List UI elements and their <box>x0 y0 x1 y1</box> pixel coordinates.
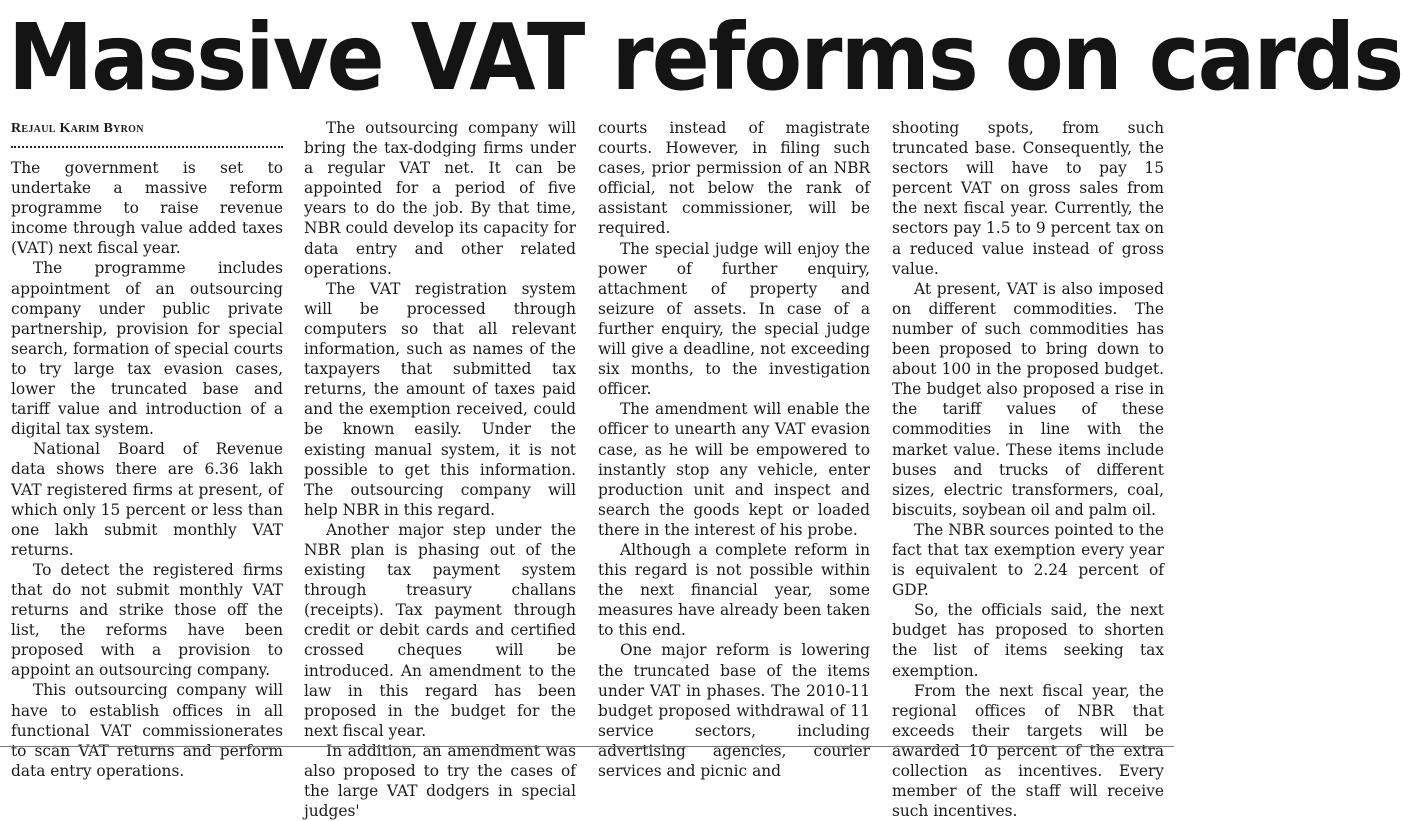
paragraph: This outsourcing company will have to establish offices in all functional VAT commissionerates to scan VAT returns and perform data entry operations. <box>11 681 283 780</box>
paragraph: The programme includes appointment of an outsourcing company under public private partnership, provision for special search, formation of special courts to try large tax evasion cases, lower the truncated base and tariff value and introduction of a digital tax system. <box>11 259 283 439</box>
paragraph: From the next fiscal year, the regional offices of NBR that exceeds their targets will be awarded 10 percent of the extra collection as incentives. Every member of the staff will receive such incentives. <box>892 681 1164 821</box>
paragraph: shooting spots, from such truncated base. Consequently, the sectors will have to pay 15 percent VAT on gross sales from the next fiscal year. Currently, the sectors pay 1.5 to 9 percent tax on a reduced value instead of gross value. <box>892 119 1164 278</box>
article-column-3 <box>598 118 870 781</box>
paragraph: The VAT registration system will be processed through computers so that all relevant information, such as names of the taxpayers that submitted tax returns, the amount of taxes paid and the exemption received, could be known easily. Under the existing manual system, it is not possible to get this information. The outsourcing company will help NBR in this regard. <box>304 279 576 519</box>
paragraph: At present, VAT is also imposed on different commodities. The number of such commodities has been proposed to bring down to about 100 in the proposed budget. The budget also proposed a rise in the tariff values of these commodities in line with the market value. These items include buses and trucks of different sizes, electric transformers, coal, biscuits, soybean oil and palm oil. <box>892 279 1164 519</box>
bottom-rule <box>0 746 1174 747</box>
paragraph: National Board of Revenue data shows there are 6.36 lakh VAT registered firms at present, of which only 15 percent or less than one lakh submit monthly VAT returns. <box>11 440 283 559</box>
headline: Massive VAT reforms on cards <box>8 4 1402 111</box>
paragraph: To detect the registered firms that do not submit monthly VAT returns and strike those off the list, the reforms have been proposed with a provision to appoint an outsourcing company. <box>11 560 283 680</box>
paragraph: The NBR sources pointed to the fact that tax exemption every year is equivalent to 2.24 percent of GDP. <box>892 520 1164 600</box>
paragraph: Although a complete reform in this regard is not possible within the next financial year, some measures have already been taken to this end. <box>598 540 870 640</box>
paragraph: courts instead of magistrate courts. However, in filing such cases, prior permission of an NBR official, not below the rank of assistant commissioner, will be required. <box>598 119 870 238</box>
paragraph: Another major step under the NBR plan is phasing out of the existing tax payment system through treasury challans (receipts). Tax payment through credit or debit cards and certified crossed cheques will be introduced. An amendment to the law in this regard has been proposed in the budget for the next fiscal year. <box>304 520 576 740</box>
paragraph: In addition, an amendment was also proposed to try the cases of the large VAT dodgers in special judges' <box>304 741 576 821</box>
paragraph: The special judge will enjoy the power of further enquiry, attachment of property and seizure of assets. In case of a further enquiry, the special judge will give a deadline, not exceeding six months, to the investigation officer. <box>598 239 870 399</box>
byline-divider <box>11 140 283 148</box>
paragraph: The government is set to undertake a massive reform programme to raise revenue income through value added taxes (VAT) next fiscal year. <box>11 159 283 258</box>
article-column-4 <box>892 118 1164 821</box>
paragraph: The amendment will enable the officer to unearth any VAT evasion case, as he will be empowered to instantly stop any vehicle, enter production unit and inspect and search the goods kept or loaded there in the interest of his probe. <box>598 400 870 539</box>
paragraph: So, the officials said, the next budget has proposed to shorten the list of items seeking tax exemption. <box>892 601 1164 680</box>
paragraph: The outsourcing company will bring the tax-dodging firms under a regular VAT net. It can be appointed for a period of five years to do the job. By that time, NBR could develop its capacity for data entry and other related operations. <box>304 119 576 278</box>
byline: Rejaul Karim Byron <box>11 121 144 136</box>
paragraph: One major reform is lowering the truncated base of the items under VAT in phases. The 2010-11 budget proposed withdrawal of 11 service sectors, including advertising agencies, courier services and picnic and <box>598 641 870 780</box>
article-column-2 <box>304 118 576 821</box>
article-column-1 <box>11 118 283 781</box>
